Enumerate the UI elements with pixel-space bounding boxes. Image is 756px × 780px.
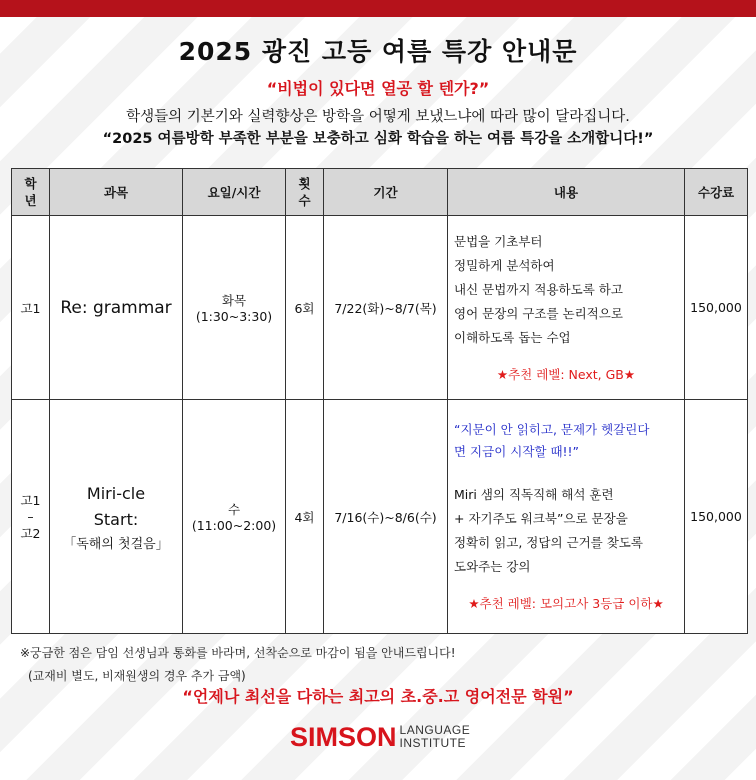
recommended-level: ★추천 레벨: Next, GB★ [496, 366, 636, 382]
schedule-cell [183, 216, 286, 400]
fee-cell: 150,000 [685, 216, 748, 400]
table-row [12, 216, 748, 400]
content-cell [448, 400, 685, 634]
sessions-cell: 4회 [286, 400, 324, 634]
header-sessions [286, 169, 324, 216]
schedule-cell [183, 400, 286, 634]
content-line: 이해하도록 돕는 수업 [454, 329, 571, 345]
schedule-time: (1:30~3:30) [195, 309, 273, 324]
header-sessions-label: 횟 수 [298, 176, 311, 208]
period-cell: 7/22(화)~8/7(목) [324, 216, 448, 400]
simson-logo [290, 722, 470, 752]
page-title: 2025 광진 고등 여름 특강 안내문 [178, 37, 578, 66]
contact-note: ※궁금한 점은 담임 선생님과 통화를 바라며, 선착순으로 마감이 됨을 안내드립니다! [20, 646, 456, 660]
grade-end: 고2 [20, 526, 41, 541]
grade-start: 고1 [20, 493, 41, 508]
content-line: 도와주는 강의 [454, 558, 531, 574]
header-content: 내용 [448, 169, 685, 216]
content-line: 정확히 읽고, 정답의 근거를 찾도록 [454, 534, 643, 550]
subject-name: Re: grammar [60, 297, 172, 318]
content-spacer [454, 350, 678, 364]
content-line: 문법을 기초부터 [454, 233, 543, 249]
logo-subtext-line-1: LANGUAGE [399, 723, 471, 737]
fee-note: (교재비 별도, 비재원생의 경우 추가 금액) [28, 669, 246, 683]
content-line: 정밀하게 분석하여 [454, 257, 555, 273]
grade-cell [12, 400, 50, 634]
sessions-cell: 6회 [286, 216, 324, 400]
table-header-row [12, 169, 748, 216]
subject-name-line-2: Start: [93, 510, 139, 529]
content-spacer [454, 463, 678, 483]
course-table [11, 168, 748, 634]
header-period: 기간 [324, 169, 448, 216]
subject-subtitle: 「독해의 첫걸음」 [63, 537, 169, 552]
subject-cell [50, 216, 183, 400]
table-row [12, 400, 748, 634]
fee-cell: 150,000 [685, 400, 748, 634]
content-cell [448, 216, 685, 400]
content-highlight-line: 면 지금이 시작할 때!!” [454, 443, 580, 459]
schedule-days: 수 [227, 502, 241, 517]
header-fee: 수강료 [685, 169, 748, 216]
academy-slogan: “언제나 최선을 다하는 최고의 초.중.고 영어전문 학원” [182, 687, 574, 706]
content-line: 영어 문장의 구조를 논리적으로 [454, 305, 623, 321]
intro-line-1: 학생들의 기본기와 실력향상은 방학을 어떻게 보냈느냐에 따라 많이 달라집니다. [126, 109, 630, 125]
content-spacer [454, 579, 678, 593]
recommended-level: ★추천 레벨: 모의고사 3등급 이하★ [468, 595, 664, 611]
subtitle-quote: “비법이 있다면 열공 할 텐가?” [266, 79, 490, 98]
header-grade [12, 169, 50, 216]
logo-wordmark: SIMSON [290, 721, 397, 752]
subject-cell [50, 400, 183, 634]
intro-line-2: “2025 여름방학 부족한 부분을 보충하고 심화 학습을 하는 여름 특강을 소개합니다!” [102, 131, 654, 147]
top-accent-bar [0, 0, 756, 17]
header-grade-label: 학 년 [24, 176, 37, 208]
schedule-time: (11:00~2:00) [191, 518, 277, 533]
logo-subtext [400, 724, 471, 750]
schedule-days: 화목 [221, 293, 247, 308]
content-highlight-line: “지문이 안 읽히고, 문제가 헷갈린다 [454, 421, 650, 437]
logo-subtext-line-2: INSTITUTE [399, 736, 467, 750]
content-line: 내신 문법까지 적용하도록 하고 [454, 281, 623, 297]
grade-dash: – [27, 509, 34, 524]
header-schedule: 요일/시간 [183, 169, 286, 216]
grade-cell: 고1 [12, 216, 50, 400]
content-line: Miri 샘의 직독직해 해석 훈련 [454, 486, 614, 502]
subject-name-line-1: Miri-cle [86, 484, 146, 503]
period-cell: 7/16(수)~8/6(수) [324, 400, 448, 634]
content-line: + 자기주도 워크북”으로 문장을 [454, 510, 628, 526]
header-subject: 과목 [50, 169, 183, 216]
